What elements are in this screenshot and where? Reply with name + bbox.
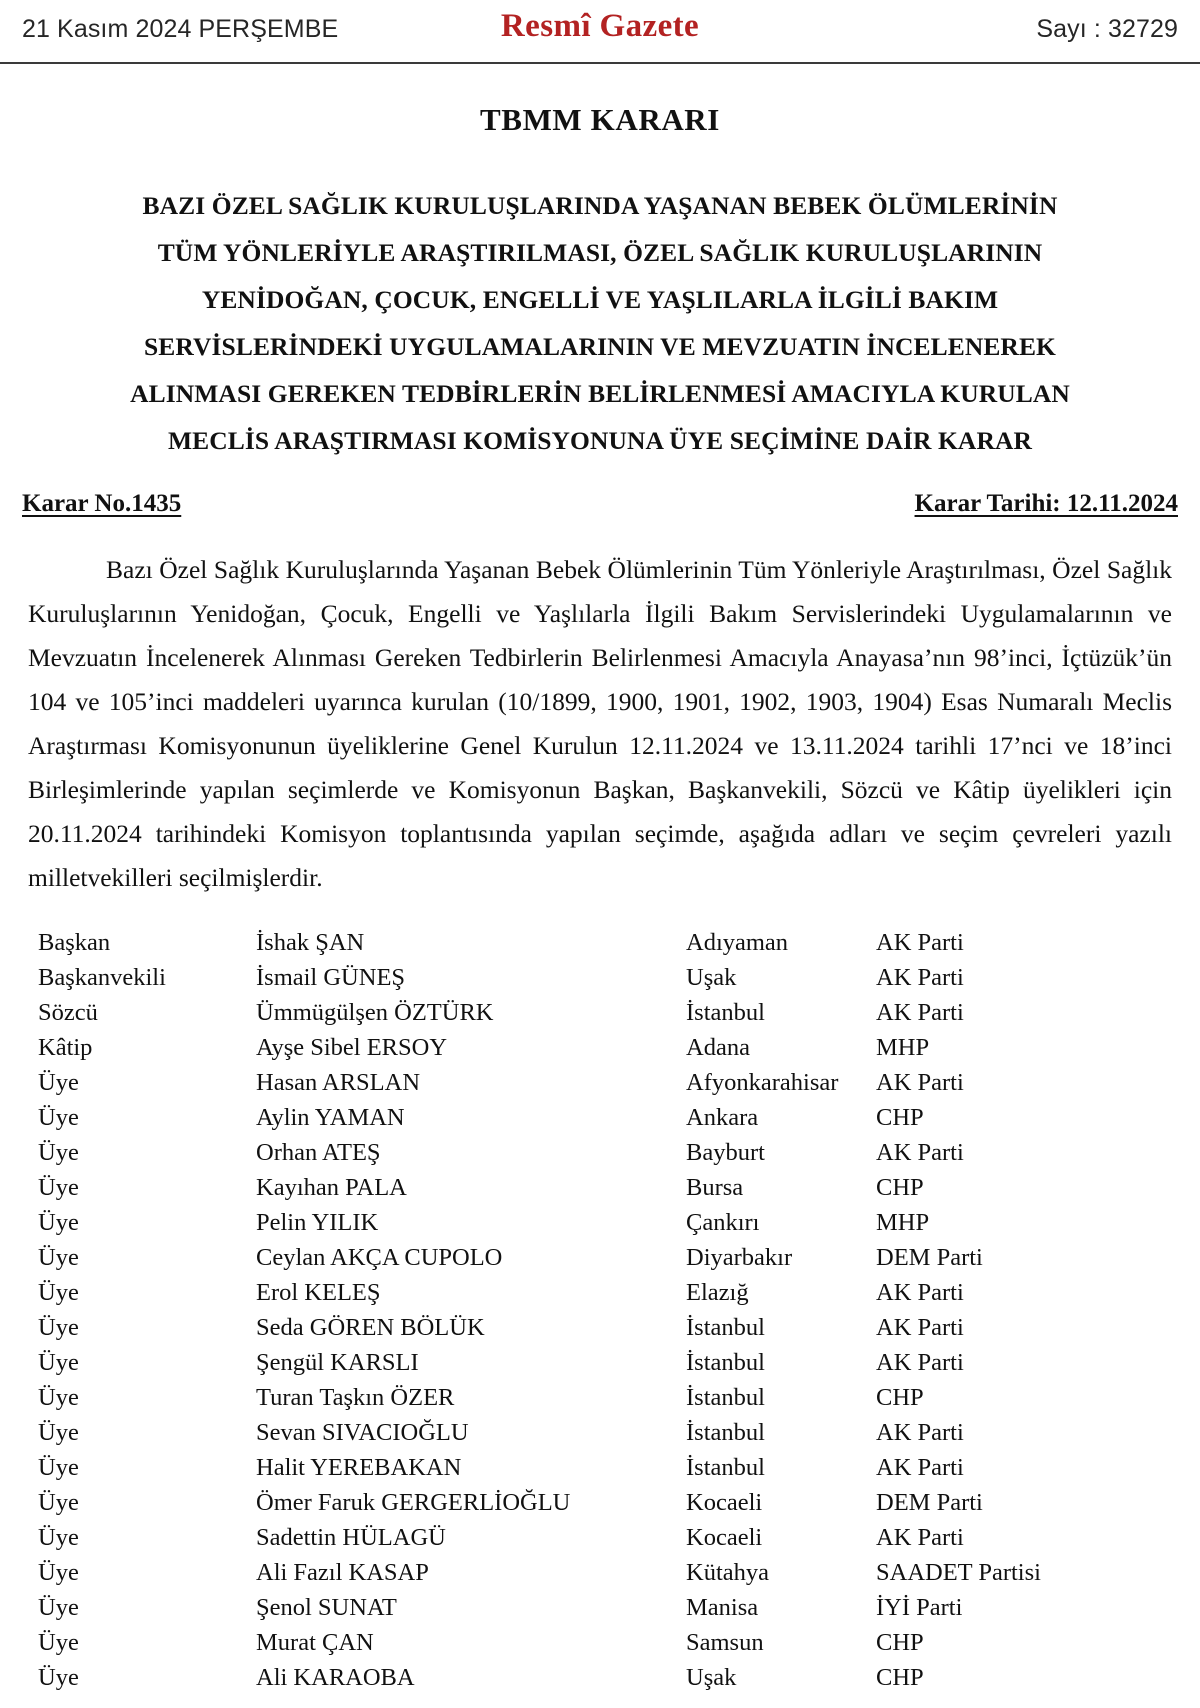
table-row — [38, 1593, 1078, 1628]
member-party: DEM Parti — [876, 1489, 983, 1516]
document-title — [85, 182, 1115, 464]
masthead-row — [22, 0, 1178, 58]
member-role: Üye — [38, 1454, 79, 1481]
member-province: İstanbul — [686, 1384, 765, 1411]
member-party: SAADET Partisi — [876, 1559, 1041, 1586]
member-province: Elazığ — [686, 1279, 749, 1306]
member-name: Murat ÇAN — [256, 1629, 374, 1656]
member-name: Ali Fazıl KASAP — [256, 1559, 429, 1586]
table-row — [38, 1453, 1078, 1488]
table-row — [38, 1033, 1078, 1068]
member-province: Afyonkarahisar — [686, 1069, 839, 1096]
member-name: Pelin YILIK — [256, 1209, 379, 1236]
member-province: Uşak — [686, 1664, 737, 1691]
table-row — [38, 1523, 1078, 1558]
document-title-line: YENİDOĞAN, ÇOCUK, ENGELLİ VE YAŞLILARLA İLGİLİ BAKIM — [201, 285, 999, 314]
member-role: Üye — [38, 1489, 79, 1516]
member-province: Kocaeli — [686, 1524, 763, 1551]
table-row — [38, 1558, 1078, 1593]
member-party: CHP — [876, 1664, 924, 1691]
member-name: Aylin YAMAN — [256, 1104, 405, 1131]
member-province: Adıyaman — [686, 929, 789, 956]
member-party: AK Parti — [876, 999, 964, 1026]
member-province: Adana — [686, 1034, 750, 1061]
member-party: AK Parti — [876, 1454, 964, 1481]
member-name: Erol KELEŞ — [256, 1279, 381, 1306]
member-province: İstanbul — [686, 1454, 765, 1481]
member-role: Üye — [38, 1174, 79, 1201]
member-name: Hasan ARSLAN — [256, 1069, 421, 1096]
member-province: Kocaeli — [686, 1489, 763, 1516]
member-province: Ankara — [686, 1104, 759, 1131]
member-name: Ümmügülşen ÖZTÜRK — [256, 999, 494, 1026]
member-name: Ali KARAOBA — [256, 1664, 415, 1691]
table-row — [38, 1628, 1078, 1663]
member-party: DEM Parti — [876, 1244, 983, 1271]
gazette-title: Resmî Gazete — [500, 8, 700, 44]
member-party: AK Parti — [876, 1139, 964, 1166]
decision-number: Karar No.1435 — [22, 490, 182, 517]
gazette-issue-number: Sayı : 32729 — [1036, 14, 1178, 43]
document-title-line: BAZI ÖZEL SAĞLIK KURULUŞLARINDA YAŞANAN BEBEK ÖLÜMLERİNİN — [142, 191, 1058, 220]
member-province: Kütahya — [686, 1559, 769, 1586]
member-role: Başkanvekili — [38, 964, 166, 991]
masthead-divider — [0, 62, 1200, 64]
table-row — [38, 1103, 1078, 1138]
decision-date: Karar Tarihi: 12.11.2024 — [914, 490, 1178, 517]
member-name: İsmail GÜNEŞ — [256, 964, 406, 991]
member-role: Kâtip — [38, 1034, 93, 1061]
member-role: Üye — [38, 1244, 79, 1271]
member-name: Seda GÖREN BÖLÜK — [256, 1314, 485, 1341]
table-row — [38, 1208, 1078, 1243]
document-title-line: MECLİS ARAŞTIRMASI KOMİSYONUNA ÜYE SEÇİMİNE DAİR KARAR — [167, 426, 1032, 455]
member-role: Üye — [38, 1384, 79, 1411]
member-role: Başkan — [38, 929, 111, 956]
member-party: AK Parti — [876, 964, 964, 991]
masthead — [0, 0, 1200, 62]
member-role: Üye — [38, 1664, 79, 1691]
member-party: İYİ Parti — [876, 1594, 963, 1621]
member-name: İshak ŞAN — [256, 929, 365, 956]
member-party: AK Parti — [876, 1349, 964, 1376]
member-name: Şengül KARSLI — [256, 1349, 419, 1376]
member-province: İstanbul — [686, 1349, 765, 1376]
member-party: AK Parti — [876, 929, 964, 956]
member-party: CHP — [876, 1629, 924, 1656]
member-name: Turan Taşkın ÖZER — [256, 1384, 455, 1411]
document-title-line: ALINMASI GEREKEN TEDBİRLERİN BELİRLENMESİ AMACIYLA KURULAN — [130, 379, 1070, 408]
member-name: Ömer Faruk GERGERLİOĞLU — [256, 1489, 571, 1516]
table-row — [38, 1068, 1078, 1103]
table-row — [38, 1348, 1078, 1383]
member-party: AK Parti — [876, 1524, 964, 1551]
member-role: Üye — [38, 1419, 79, 1446]
table-row — [38, 928, 1078, 963]
member-province: Diyarbakır — [686, 1244, 793, 1271]
member-role: Üye — [38, 1524, 79, 1551]
member-province: Samsun — [686, 1629, 764, 1656]
member-party: CHP — [876, 1384, 924, 1411]
member-party: AK Parti — [876, 1419, 964, 1446]
member-party: MHP — [876, 1209, 930, 1236]
member-role: Sözcü — [38, 999, 98, 1026]
member-province: İstanbul — [686, 1314, 765, 1341]
document-title-line: TÜM YÖNLERİYLE ARAŞTIRILMASI, ÖZEL SAĞLIK KURULUŞLARININ — [157, 238, 1043, 267]
member-name: Sadettin HÜLAGÜ — [256, 1524, 446, 1551]
decision-body-paragraph: Bazı Özel Sağlık Kuruluşlarında Yaşanan Bebek Ölümlerinin Tüm Yönleriyle Araştırılması, Özel Sağlık Kuruluşlarının Yenidoğan, Çocuk, Engelli ve Yaşlılarla İlgili Bakım Servislerindeki Uygulamalarının ve Mevzuatın İncelenerek Alınması Gereken Tedbirlerin Belirlenmesi Amacıyla Anayasa’nın 98’inci, İçtüzük’ün 104 ve 105’inci maddeleri uyarınca kurulan (10/1899, 1900, 1901, 1902, 1903, 1904) Esas Numaralı Meclis Araştırması Komisyonunun üyeliklerine Genel Kurulun 12.11.2024 ve 13.11.2024 tarihli 17’nci ve 18’inci Birleşimlerinde yapılan seçimlerde ve Komisyonun Başkan, Başkanvekili, Sözcü ve Kâtip üyelikleri için 20.11.2024 tarihindeki Komisyon toplantısında yapılan seçimde, aşağıda adları ve seçim çevreleri yazılı milletvekilleri seçilmişlerdir. — [28, 555, 1172, 892]
table-row — [38, 1488, 1078, 1523]
gazette-date: 21 Kasım 2024 PERŞEMBE — [22, 14, 339, 43]
member-name: Ceylan AKÇA CUPOLO — [256, 1244, 503, 1271]
member-role: Üye — [38, 1209, 79, 1236]
members-table-body — [38, 928, 1078, 1698]
decision-meta — [22, 490, 1178, 518]
member-province: Bayburt — [686, 1139, 765, 1166]
member-name: Ayşe Sibel ERSOY — [256, 1034, 448, 1061]
document-title-line: SERVİSLERİNDEKİ UYGULAMALARININ VE MEVZUATIN İNCELENEREK — [144, 332, 1056, 361]
member-role: Üye — [38, 1104, 79, 1131]
member-role: Üye — [38, 1559, 79, 1586]
table-row — [38, 1663, 1078, 1698]
member-name: Orhan ATEŞ — [256, 1139, 381, 1166]
table-row — [38, 1418, 1078, 1453]
member-province: Bursa — [686, 1174, 744, 1201]
member-party: AK Parti — [876, 1279, 964, 1306]
table-row — [38, 998, 1078, 1033]
member-province: Manisa — [686, 1594, 759, 1621]
member-party: AK Parti — [876, 1314, 964, 1341]
member-name: Şenol SUNAT — [256, 1594, 397, 1621]
member-name: Kayıhan PALA — [256, 1174, 407, 1201]
member-province: İstanbul — [686, 1419, 765, 1446]
member-party: CHP — [876, 1104, 924, 1131]
member-role: Üye — [38, 1279, 79, 1306]
member-party: AK Parti — [876, 1069, 964, 1096]
member-name: Sevan SIVACIOĞLU — [256, 1419, 469, 1446]
member-role: Üye — [38, 1594, 79, 1621]
table-row — [38, 1313, 1078, 1348]
member-role: Üye — [38, 1139, 79, 1166]
document-kind-heading: TBMM KARARI — [480, 102, 720, 137]
member-role: Üye — [38, 1349, 79, 1376]
member-province: İstanbul — [686, 999, 765, 1026]
member-party: CHP — [876, 1174, 924, 1201]
member-province: Çankırı — [686, 1209, 760, 1236]
table-row — [38, 1383, 1078, 1418]
member-party: MHP — [876, 1034, 930, 1061]
table-row — [38, 1243, 1078, 1278]
table-row — [38, 963, 1078, 998]
table-row — [38, 1278, 1078, 1313]
member-name: Halit YEREBAKAN — [256, 1454, 462, 1481]
member-role: Üye — [38, 1069, 79, 1096]
members-table — [38, 928, 1078, 1698]
table-row — [38, 1138, 1078, 1173]
member-role: Üye — [38, 1314, 79, 1341]
member-province: Uşak — [686, 964, 737, 991]
table-row — [38, 1173, 1078, 1208]
member-role: Üye — [38, 1629, 79, 1656]
